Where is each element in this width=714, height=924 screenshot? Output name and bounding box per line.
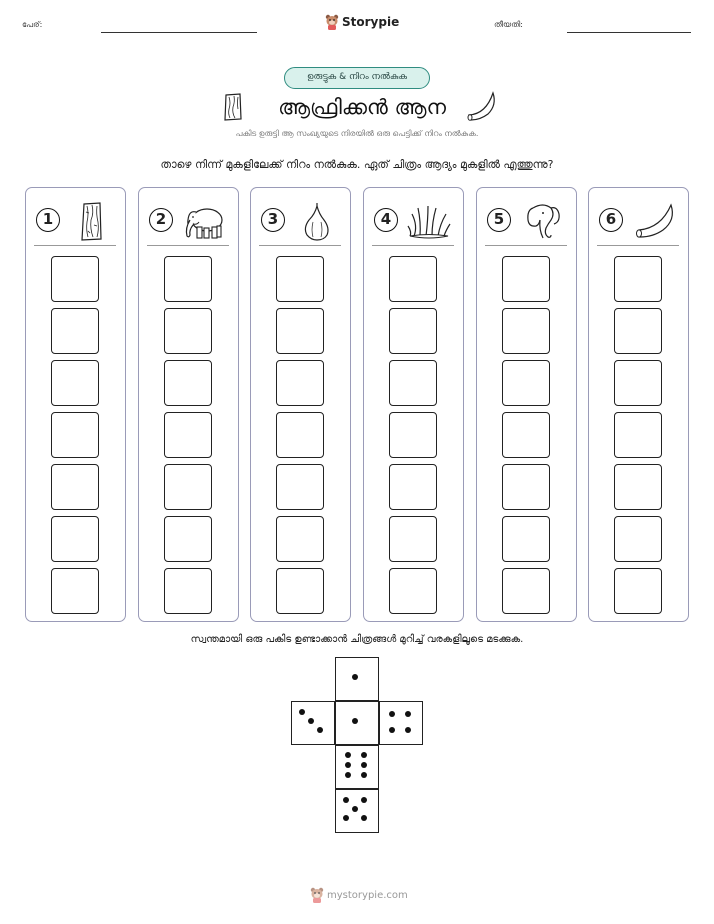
color-box[interactable] xyxy=(389,464,437,510)
color-box[interactable] xyxy=(51,256,99,302)
instruction: താഴെ നിന്ന് മുകളിലേക്ക് നിറം നൽകുക. ഏത് ചിത്രം ആദ്യം മുകളിൽ എത്തുന്നു? xyxy=(160,158,554,171)
grass-icon xyxy=(406,200,452,242)
color-box[interactable] xyxy=(502,308,550,354)
color-box[interactable] xyxy=(164,568,212,614)
color-box[interactable] xyxy=(389,412,437,458)
color-box[interactable] xyxy=(502,256,550,302)
color-box[interactable] xyxy=(51,412,99,458)
pip xyxy=(361,762,367,768)
logo xyxy=(325,12,399,32)
date-label: തീയതി: xyxy=(494,20,523,29)
pip xyxy=(345,772,351,778)
color-box[interactable] xyxy=(389,308,437,354)
tag-pill: ഉരുട്ടുക & നിറം നൽകുക xyxy=(284,67,430,89)
pip xyxy=(343,815,349,821)
color-box[interactable] xyxy=(502,516,550,562)
column-header xyxy=(372,196,454,246)
date-line[interactable] xyxy=(567,32,691,33)
pip xyxy=(299,709,305,715)
dice-face-6 xyxy=(335,745,379,789)
dice-face-4 xyxy=(379,701,423,745)
pip xyxy=(361,797,367,803)
pip xyxy=(405,727,411,733)
column-number: 4 xyxy=(374,208,398,232)
logo-text: Storypie xyxy=(342,15,400,29)
pip xyxy=(343,797,349,803)
pip xyxy=(361,752,367,758)
pip xyxy=(352,718,358,724)
color-box[interactable] xyxy=(276,256,324,302)
pip xyxy=(308,718,314,724)
box-stack xyxy=(502,256,550,620)
color-box[interactable] xyxy=(614,360,662,406)
color-box[interactable] xyxy=(614,308,662,354)
color-box[interactable] xyxy=(164,256,212,302)
box-stack xyxy=(164,256,212,620)
footer xyxy=(310,886,408,904)
elephant-icon xyxy=(181,200,227,242)
color-box[interactable] xyxy=(276,360,324,406)
color-box[interactable] xyxy=(276,568,324,614)
pip xyxy=(345,762,351,768)
column-header xyxy=(485,196,567,246)
column-number: 2 xyxy=(149,208,173,232)
pip xyxy=(361,772,367,778)
color-box[interactable] xyxy=(164,464,212,510)
pip xyxy=(389,711,395,717)
color-box[interactable] xyxy=(389,516,437,562)
color-box[interactable] xyxy=(276,308,324,354)
column-3 xyxy=(250,187,351,622)
color-box[interactable] xyxy=(502,360,550,406)
column-number: 1 xyxy=(36,208,60,232)
column-6 xyxy=(588,187,689,622)
column-number: 5 xyxy=(487,208,511,232)
box-stack xyxy=(389,256,437,620)
pip xyxy=(352,674,358,680)
elephant-head-icon xyxy=(519,200,565,242)
column-header xyxy=(147,196,229,246)
storypie-mascot-icon xyxy=(325,14,339,30)
dice-instruction: സ്വന്തമായി ഒരു പകിട ഉണ്ടാക്കാൻ ചിത്രങ്ങൾ മുറിച്ച് വരകളിലൂടെ മടക്കുക. xyxy=(190,634,524,645)
color-box[interactable] xyxy=(51,464,99,510)
column-number: 3 xyxy=(261,208,285,232)
color-box[interactable] xyxy=(389,360,437,406)
subtitle: പകിട ഉരുട്ടി ആ സംഖ്യയുടെ നിരയിൽ ഒരു പെട്ടിക്ക് നിറം നൽകുക. xyxy=(235,129,479,138)
dice-face-1-center xyxy=(335,701,379,745)
storypie-mascot-icon xyxy=(310,887,324,903)
box-stack xyxy=(614,256,662,620)
column-2 xyxy=(138,187,239,622)
pip xyxy=(405,711,411,717)
color-box[interactable] xyxy=(164,308,212,354)
name-line[interactable] xyxy=(101,32,257,33)
tusk-icon xyxy=(631,200,677,242)
color-box[interactable] xyxy=(164,360,212,406)
column-4 xyxy=(363,187,464,622)
color-box[interactable] xyxy=(502,568,550,614)
column-header xyxy=(34,196,116,246)
tusk-title-icon xyxy=(466,90,498,122)
dice-face-1 xyxy=(335,657,379,701)
color-box[interactable] xyxy=(614,516,662,562)
color-box[interactable] xyxy=(276,516,324,562)
column-1 xyxy=(25,187,126,622)
color-box[interactable] xyxy=(614,256,662,302)
color-box[interactable] xyxy=(51,516,99,562)
column-header xyxy=(259,196,341,246)
box-stack xyxy=(276,256,324,620)
color-box[interactable] xyxy=(389,256,437,302)
dice-face-3 xyxy=(291,701,335,745)
color-box[interactable] xyxy=(614,464,662,510)
color-box[interactable] xyxy=(164,412,212,458)
box-stack xyxy=(51,256,99,620)
color-box[interactable] xyxy=(276,464,324,510)
color-box[interactable] xyxy=(51,308,99,354)
column-number: 6 xyxy=(599,208,623,232)
pip xyxy=(352,806,358,812)
pip xyxy=(317,727,323,733)
color-box[interactable] xyxy=(614,568,662,614)
fig-fruit-icon xyxy=(293,200,339,242)
name-label: പേര്: xyxy=(22,20,43,29)
pip xyxy=(361,815,367,821)
color-box[interactable] xyxy=(389,568,437,614)
footer-url: mystorypie.com xyxy=(327,889,408,901)
color-box[interactable] xyxy=(51,360,99,406)
color-box[interactable] xyxy=(502,412,550,458)
column-header xyxy=(597,196,679,246)
color-box[interactable] xyxy=(164,516,212,562)
tree-bark-icon xyxy=(68,200,114,242)
dice-face-5 xyxy=(335,789,379,833)
pip xyxy=(345,752,351,758)
page-title: ആഫ്രിക്കൻ ആന xyxy=(278,95,446,119)
tree-bark-title-icon xyxy=(223,93,243,121)
color-box[interactable] xyxy=(276,412,324,458)
color-box[interactable] xyxy=(502,464,550,510)
column-5 xyxy=(476,187,577,622)
color-box[interactable] xyxy=(51,568,99,614)
pip xyxy=(389,727,395,733)
color-box[interactable] xyxy=(614,412,662,458)
